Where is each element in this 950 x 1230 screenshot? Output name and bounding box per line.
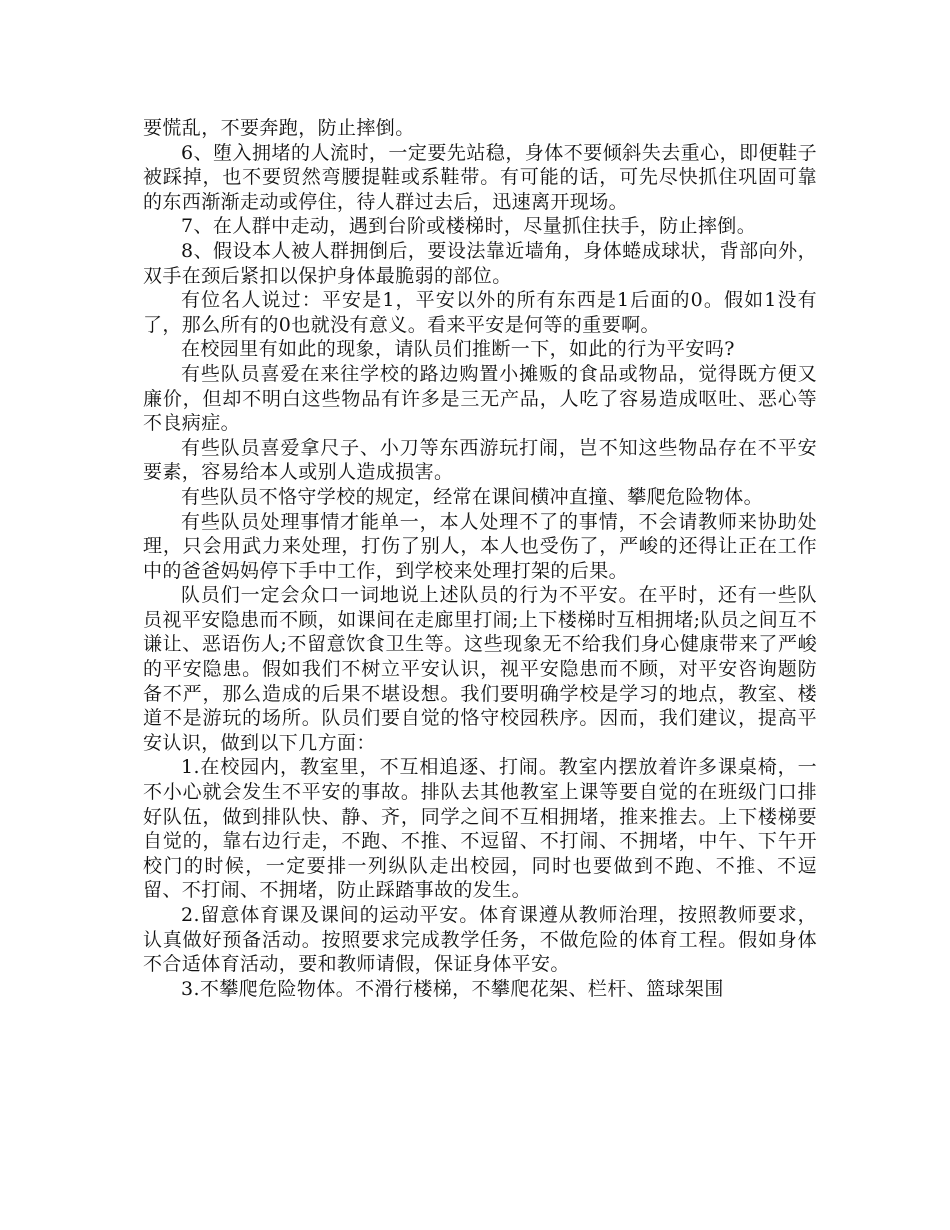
paragraph-1: 要慌乱，不要奔跑，防止摔倒。 [143, 117, 415, 139]
paragraph-12: 1.在校园内，教室里，不互相追逐、打闹。教室内摆放着许多课桌椅，一不小心就会发生不平安的事故。排队去其他教室上课等要自觉的在班级门口排好队伍，做到排队快、静、齐，同学之间不互相拥堵，推来推去。上下楼梯要自觉的，靠右边行走，不跑、不推、不逗留、不打闹、不拥堵，中午、下午开校门的时候，一定要排一列纵队走出校园，同时也要做到不跑、不推、不逗留、不打闹、不拥堵，防止踩踏事故的发生。 [143, 756, 817, 902]
paragraph-5: 有位名人说过：平安是1，平安以外的所有东西是1后面的0。假如1没有了，那么所有的0也就没有意义。看来平安是何等的重要啊。 [143, 289, 817, 336]
paragraph-11: 队员们一定会众口一词地说上述队员的行为不平安。在平时，还有一些队员视平安隐患而不顾，如课间在走廊里打闹;上下楼梯时互相拥堵;队员之间互不谦让、恶语伤人;不留意饮食卫生等。这些现象无不给我们身心健康带来了严峻的平安隐患。假如我们不树立平安认识，视平安隐患而不顾，对平安咨询题防备不严，那么造成的后果不堪设想。我们要明确学校是学习的地点，教室、楼道不是游玩的场所。队员们要自觉的恪守校园秩序。因而，我们建议，提高平安认识，做到以下几方面： [143, 584, 817, 754]
document-body [143, 116, 817, 1001]
paragraph-8: 有些队员喜爱拿尺子、小刀等东西游玩打闹，岂不知这些物品存在不平安要素，容易给本人或别人造成损害。 [143, 436, 817, 484]
paragraph-7: 有些队员喜爱在来往学校的路边购置小摊贩的食品或物品，觉得既方便又廉价，但却不明白这些物品有许多是三无产品，人吃了容易造成呕吐、恶心等不良病症。 [143, 362, 817, 435]
paragraph-6: 在校园里有如此的现象，请队员们推断一下，如此的行为平安吗? [181, 338, 735, 361]
paragraph-4: 8、假设本人被人群拥倒后，要设法靠近墙角，身体蜷成球状，背部向外，双手在颈后紧扣以保护身体最脆弱的部位。 [143, 239, 817, 287]
paragraph-9: 有些队员不恪守学校的规定，经常在课间横冲直撞、攀爬危险物体。 [181, 485, 764, 508]
paragraph-2: 6、堕入拥堵的人流时，一定要先站稳，身体不要倾斜失去重心，即便鞋子被踩掉，也不要贸然弯腰提鞋或系鞋带。有可能的话，可先尽快抓住巩固可靠的东西渐渐走动或停住，待人群过去后，迅速离开现场。 [143, 141, 817, 213]
paragraph-3: 7、在人群中走动，遇到台阶或楼梯时，尽量抓住扶手，防止摔倒。 [181, 215, 757, 238]
paragraph-13: 2.留意体育课及课间的运动平安。体育课遵从教师治理，按照教师要求，认真做好预备活动。按照要求完成教学任务，不做危险的体育工程。假如身体不合适体育活动，要和教师请假，保证身体平安。 [143, 904, 817, 976]
paragraph-10: 有些队员处理事情才能单一，本人处理不了的事情，不会请教师来协助处理，只会用武力来处理，打伤了别人，本人也受伤了，严峻的还得让正在工作中的爸爸妈妈停下手中工作，到学校来处理打架的后果。 [143, 510, 817, 582]
paragraph-14: 3.不攀爬危险物体。不滑行楼梯，不攀爬花架、栏杆、篮球架围 [181, 977, 724, 1000]
